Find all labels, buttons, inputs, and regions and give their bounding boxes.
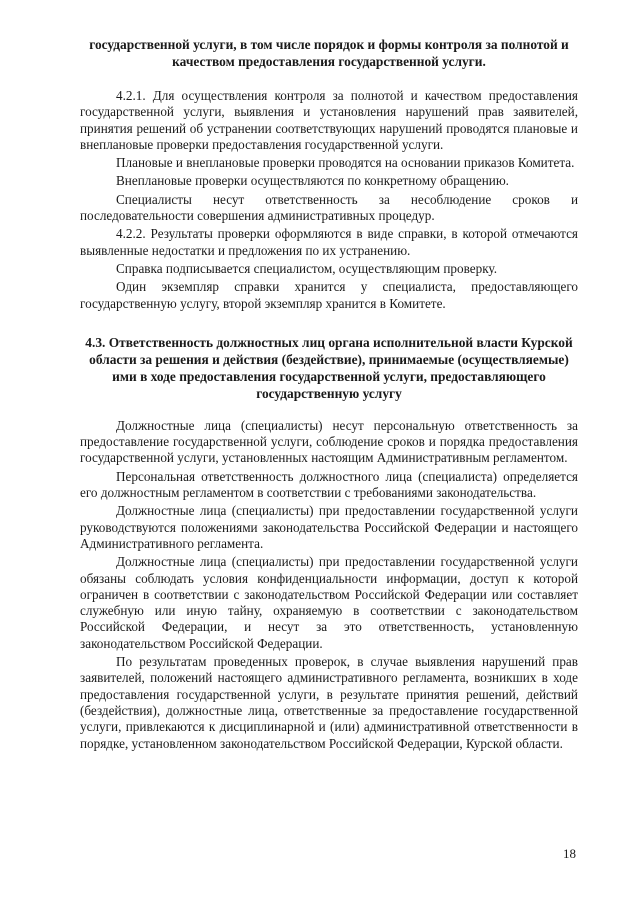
page-number: 18 <box>563 846 576 861</box>
paragraph: Персональная ответственность должностного лица (специалиста) определяется его должностным регламентом в соответствии с требованиями законодательства. <box>80 468 578 501</box>
paragraph: По результатам проведенных проверок, в случае выявления нарушений прав заявителей, положений настоящего административного регламента, возникших в ходе предоставления государственной услуги, в результате принятия решений, действий (бездействия), должностные лица, ответственные за предоставление государственной услуги, привлекаются к дисциплинарной и (или) административной ответственности в порядке, установленном законодательством Российской Федерации, Курской области. <box>80 654 578 751</box>
section-heading-top: государственной услуги, в том числе порядок и формы контроля за полнотой и качеством предоставления государственной услуги. <box>89 37 569 69</box>
paragraph: 4.2.1. Для осуществления контроля за полнотой и качеством предоставления государственной услуги, выявления и установления нарушений прав заявителей, принятия решений об устранении соответствующих нарушений проводятся плановые и внеплановые проверки предоставления государственной услуги. <box>80 88 578 152</box>
section-heading-4-3: 4.3. Ответственность должностных лиц органа исполнительной власти Курской области за решения и действия (бездействие), принимаемые (осуществляемые) ими в ходе предоставления государственной услуги, предоставляющего государственную услугу <box>85 334 573 401</box>
paragraph: Должностные лица (специалисты) при предоставлении государственной услуги руководствуются положениями законодательства Российской Федерации и настоящего Административного регламента. <box>80 503 578 551</box>
paragraph: Должностные лица (специалисты) несут персональную ответственность за предоставление государственной услуги, соблюдение сроков и порядка предоставления государственной услуги, установленных настоящим Административным регламентом. <box>80 417 578 466</box>
paragraph: Справка подписывается специалистом, осуществляющим проверку. <box>116 260 497 276</box>
paragraph: 4.2.2. Результаты проверки оформляются в виде справки, в которой отмечаются выявленные недостатки и предложения по их устранению. <box>80 226 578 258</box>
control-procedure-block <box>80 88 578 312</box>
paragraph: Внеплановые проверки осуществляются по конкретному обращению. <box>116 173 509 189</box>
paragraph: Должностные лица (специалисты) при предоставлении государственной услуги обязаны соблюдать условия конфиденциальности информации, доступ к которой ограничен в соответствии с законодательством Российской Федерации или составляет служебную или иную тайну, охраняемую в соответствии с законодательством Российской Федерации, и несут за это ответственность, установленную законодательством Российской Федерации. <box>80 554 578 651</box>
paragraph: Специалисты несут ответственность за несоблюдение сроков и последовательности совершения административных процедур. <box>80 191 578 224</box>
paragraph: Один экземпляр справки хранится у специалиста, предоставляющего государственную услугу, второй экземпляр хранится в Комитете. <box>80 279 578 311</box>
responsibility-block <box>80 418 578 752</box>
paragraph: Плановые и внеплановые проверки проводятся на основании приказов Комитета. <box>116 155 575 171</box>
